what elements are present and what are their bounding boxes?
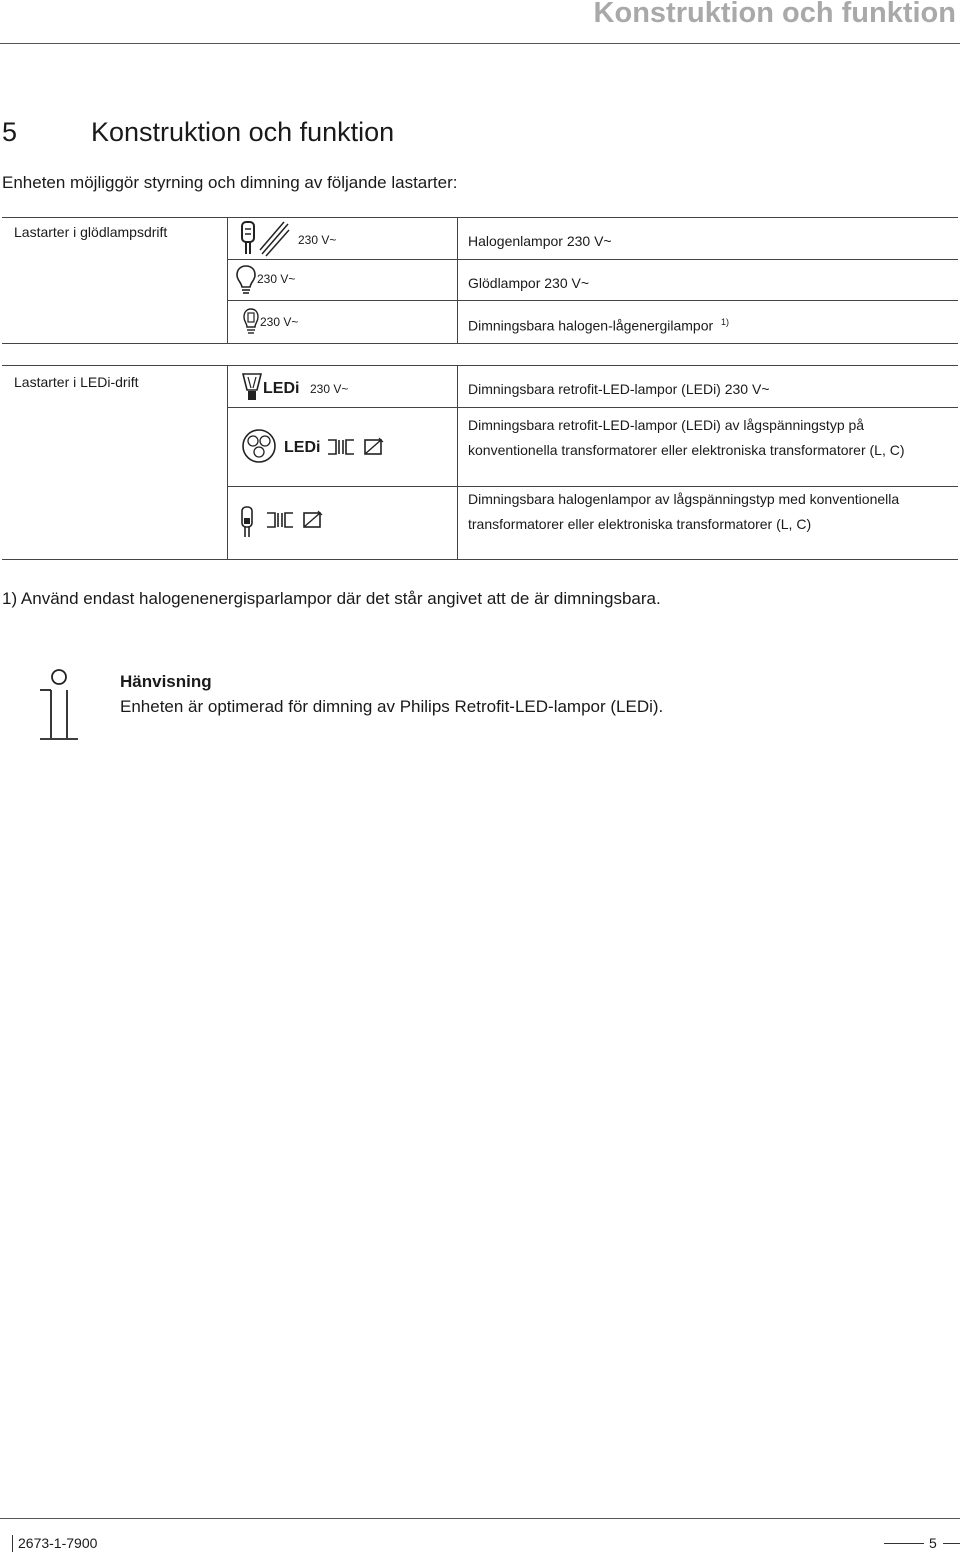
voltage-label: 230 V~ — [298, 233, 337, 247]
table-rule — [2, 217, 958, 218]
page-number: 5 — [929, 1535, 937, 1551]
section-title: Konstruktion och funktion — [91, 117, 395, 147]
table-rule — [2, 343, 958, 344]
footer-bar — [12, 1535, 13, 1552]
incandescent-bulb-icon — [236, 264, 256, 296]
page-number-dash — [943, 1543, 960, 1544]
load-description-text: Dimningsbara halogen-lågenergilampor — [468, 317, 714, 334]
voltage-label: 230 V~ — [260, 315, 299, 329]
document-code: 2673-1-7900 — [18, 1535, 98, 1551]
footnote-marker: 1) — [721, 317, 730, 327]
table-column-rule — [227, 365, 228, 560]
note-text: Enheten är optimerad för dimning av Philips Retrofit-LED-lampor (LEDi). — [120, 697, 664, 716]
load-description: Halogenlampor 230 V~ — [468, 233, 612, 249]
conventional-transformer-icon — [326, 438, 356, 458]
info-icon — [38, 668, 80, 744]
table-rule — [2, 365, 958, 366]
table-column-rule — [457, 217, 458, 343]
table-column-rule — [227, 217, 228, 343]
electronic-transformer-icon — [363, 436, 385, 458]
group-label-incandescent: Lastarter i glödlampsdrift — [14, 224, 168, 240]
footer-divider — [0, 1518, 960, 1519]
footnote: 1) Använd endast halogenenergisparlampor där det står angivet att de är dimningsbara. — [2, 589, 661, 608]
electronic-transformer-icon — [302, 509, 324, 531]
table-column-rule — [457, 365, 458, 560]
low-voltage-halogen-icon — [240, 505, 254, 539]
load-description: Dimningsbara retrofit-LED-lampor (LEDi) av lågspänningstyp på konventionella transformatorer eller elektroniska transformatorer (L, C) — [468, 417, 905, 458]
ledi-badge: LEDi — [263, 380, 300, 397]
energy-saving-halogen-icon — [243, 308, 259, 336]
load-description: Dimningsbara halogenlampor av lågspänningstyp med konventionella transformatorer eller elektroniska transformatorer (L, C) — [468, 491, 900, 532]
table-rule — [228, 407, 958, 408]
intro-text: Enheten möjliggör styrning och dimning av följande lastarter: — [2, 173, 458, 192]
conventional-transformer-icon — [265, 511, 295, 531]
load-description: Dimningsbara retrofit-LED-lampor (LEDi) 230 V~ — [468, 381, 770, 397]
led-spot-icon — [241, 428, 277, 464]
voltage-label: 230 V~ — [257, 272, 296, 286]
group-label-ledi: Lastarter i LEDi-drift — [14, 374, 139, 390]
table-rule — [228, 300, 958, 301]
table-rule — [228, 259, 958, 260]
ledi-badge: LEDi — [284, 439, 321, 456]
table-rule — [2, 559, 958, 560]
page-number-dash — [884, 1543, 924, 1544]
load-description: Glödlampor 230 V~ — [468, 275, 590, 291]
note-heading: Hänvisning — [120, 672, 212, 691]
load-description — [468, 317, 729, 334]
running-header: Konstruktion och funktion — [593, 0, 956, 29]
voltage-label: 230 V~ — [310, 382, 349, 396]
section-number: 5 — [2, 117, 18, 147]
halogen-lamp-icon — [240, 220, 290, 260]
header-divider — [0, 43, 960, 44]
led-bulb-icon — [242, 371, 262, 403]
